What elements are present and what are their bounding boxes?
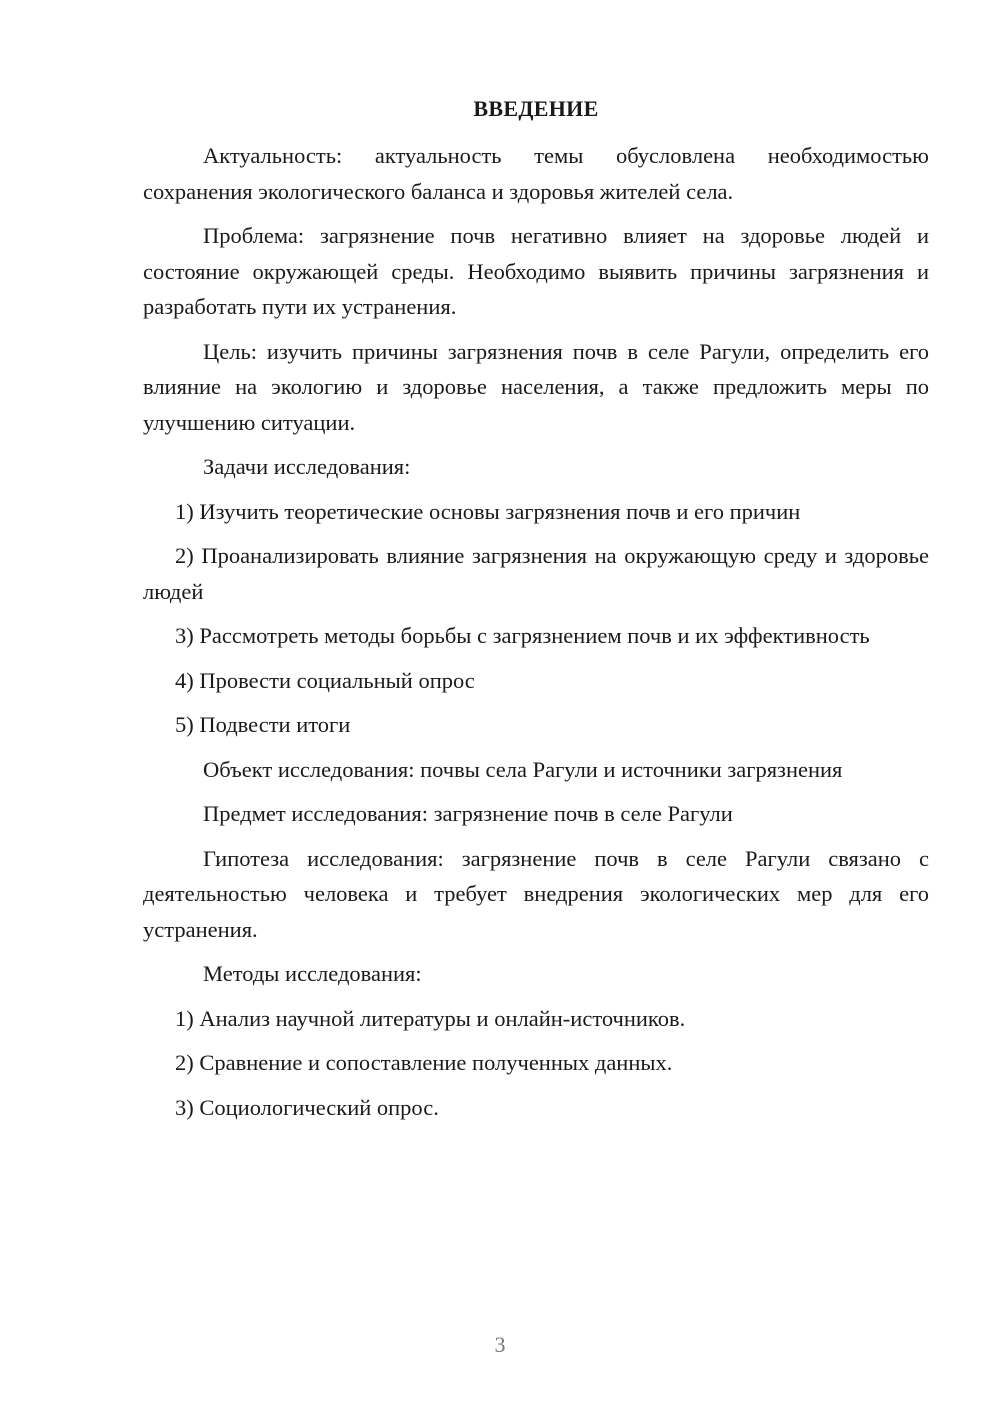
page-title: ВВЕДЕНИЕ — [473, 96, 599, 121]
method-item-3: 3) Социологический опрос. — [175, 1094, 439, 1120]
goal-paragraph: Цель: изучить причины загрязнения почв в селе Рагули, определить его влияние на экологию и здоровье населения, а также предложить меры по улучшению ситуации. — [143, 338, 929, 435]
method-item-2: 2) Сравнение и сопоставление полученных данных. — [175, 1050, 673, 1075]
method-item-1: 1) Анализ научной литературы и онлайн-источников. — [175, 1005, 686, 1031]
task-item-2: 2) Проанализировать влияние загрязнения на окружающую среду и здоровье людей — [143, 543, 929, 604]
hypothesis-paragraph: Гипотеза исследования: загрязнение почв в селе Рагули связано с деятельностью человека и требует внедрения экологических мер для его устранения. — [143, 845, 929, 942]
task-item-5: 5) Подвести итоги — [175, 712, 351, 737]
page-number: 3 — [494, 1332, 506, 1357]
task-item-3: 3) Рассмотреть методы борьбы с загрязнением почв и их эффективность — [175, 623, 870, 648]
task-item-4: 4) Провести социальный опрос — [175, 667, 475, 693]
relevance-paragraph: Актуальность: актуальность темы обусловлена необходимостью сохранения экологического баланса и здоровья жителей села. — [143, 143, 929, 204]
tasks-heading: Задачи исследования: — [203, 454, 411, 479]
object-paragraph: Объект исследования: почвы села Рагули и источники загрязнения — [203, 756, 843, 782]
document-body — [143, 138, 929, 1125]
problem-paragraph: Проблема: загрязнение почв негативно влияет на здоровье людей и состояние окружающей среды. Необходимо выявить причины загрязнения и разработать пути их устранения. — [143, 223, 929, 319]
task-item-1: 1) Изучить теоретические основы загрязнения почв и его причин — [175, 498, 801, 524]
methods-heading: Методы исследования: — [203, 961, 422, 986]
subject-paragraph: Предмет исследования: загрязнение почв в селе Рагули — [203, 801, 733, 826]
